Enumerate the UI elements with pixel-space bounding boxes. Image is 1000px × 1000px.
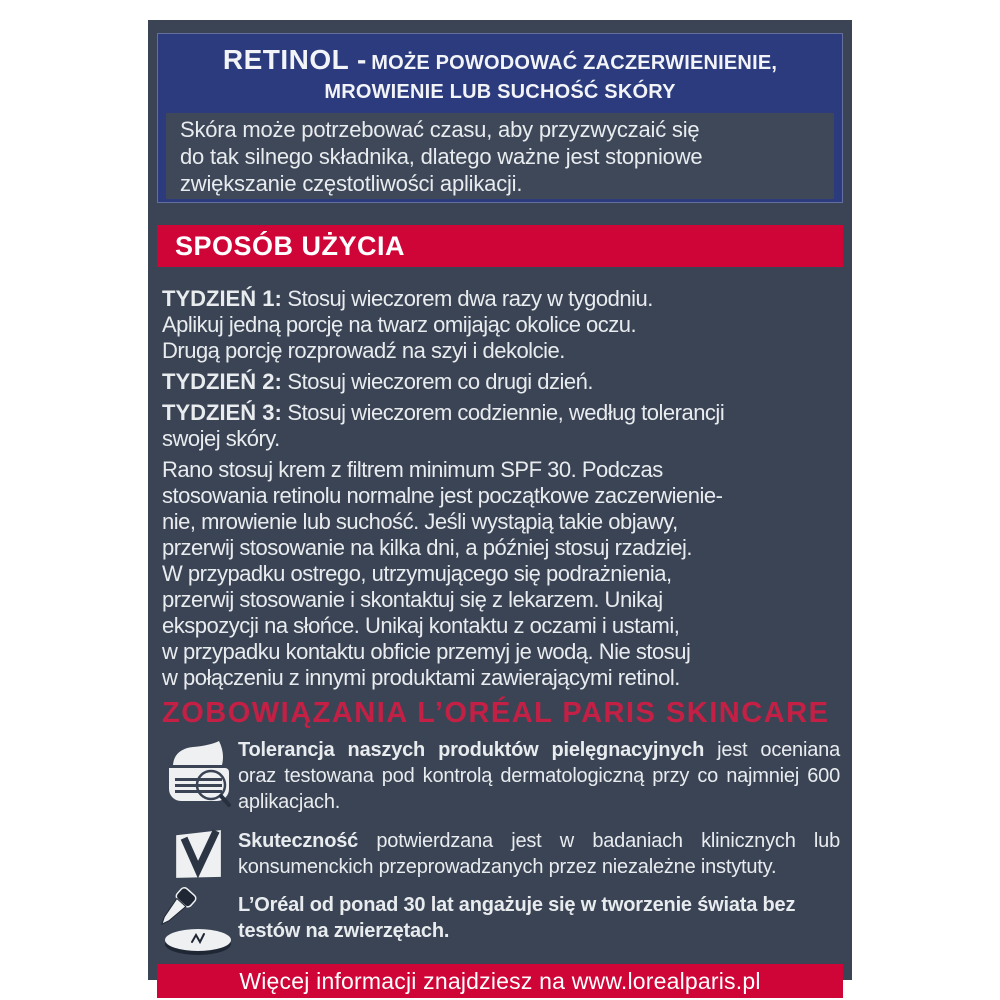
commitment-text-animal-testing [238,892,842,944]
usage-week-2 [162,369,838,395]
warning-title-line1 [158,34,842,80]
usage-section-banner: SPOSÓB UŻYCIA [157,225,843,267]
commitment-text-tolerance [238,737,842,815]
week-2-label: TYDZIEŃ 2: [162,369,282,394]
commitment-text-efficacy [238,828,842,880]
warning-note: Skóra może potrzebować czasu, aby przyzwyczaić się do tak silnego składnika, dlatego ważne jest stopniowe zwiększanie częstotliwości aplikacji. [166,113,834,199]
warning-title-rest: MOŻE POWODOWAĆ ZACZERWIENIENIE, [371,52,778,74]
commitment-bold-animal-testing: L’Oréal od ponad 30 lat angażuje się w tworzenie świata bez testów na zwierzętach. [238,894,796,942]
product-label-panel [148,20,852,994]
commitment-bold-tolerance: Tolerancja naszych produktów pielęgnacyjnych [238,739,705,761]
warning-title-line2: MROWIENIE LUB SUCHOŚĆ SKÓRY [324,81,676,103]
warning-title-brandword: RETINOL - [222,44,367,75]
checkmark-icon [158,828,238,880]
commitment-rest-efficacy: potwierdzana jest w badaniach klinicznych lub konsumenckich przeprowadzanych przez niezależne instytuty. [238,830,840,878]
week-2-text: Stosuj wieczorem co drugi dzień. [287,369,594,394]
footer-info-banner: Więcej informacji znajdziesz na www.lorealparis.pl [157,964,843,998]
week-1-label: TYDZIEŃ 1: [162,286,282,311]
commitment-bold-efficacy: Skuteczność [238,830,359,852]
usage-week-3 [162,400,838,452]
usage-week-1 [162,286,838,364]
week-1-text: Stosuj wieczorem dwa razy w tygodniu. Aplikuj jedną porcję na twarz omijając okolice oczu. Drugą porcję rozprowadź na szyi i dekolcie. [162,286,653,363]
commitment-row-animal-testing [158,892,842,956]
cream-jar-magnifier-icon [158,737,238,815]
week-3-label: TYDZIEŃ 3: [162,400,282,425]
commitment-rest-tolerance: jest oceniana oraz testowana pod kontrolą dermatologiczną przy co najmniej 600 aplikacjach. [238,739,840,813]
commitments-heading: ZOBOWIĄZANIA L’ORÉAL PARIS SKINCARE [162,697,830,729]
commitment-row-tolerance [158,737,842,815]
usage-instructions [162,286,838,691]
commitment-row-efficacy [158,828,842,880]
week-3-text: Stosuj wieczorem codziennie, według tolerancji swojej skóry. [162,400,725,451]
dropper-petri-dish-icon [158,892,238,956]
usage-precautions-paragraph: Rano stosuj krem z filtrem minimum SPF 30. Podczas stosowania retinolu normalne jest początkowe zaczerwienie- nie, mrowienie lub suchość. Jeśli wystąpią takie objawy, przerwij stosowanie na kilka dni, a później stosuj rzadziej. W przypadku ostrego, utrzymującego się podrażnienia, przerwij stosowanie i skontaktuj się z lekarzem. Unikaj ekspozycji na słońce. Unikaj kontaktu z oczami i ustami, w przypadku kontaktu obficie przemyj je wodą. Nie stosuj w połączeniu z innymi produktami zawierającymi retinol. [162,457,723,690]
retinol-warning-box [157,33,843,203]
